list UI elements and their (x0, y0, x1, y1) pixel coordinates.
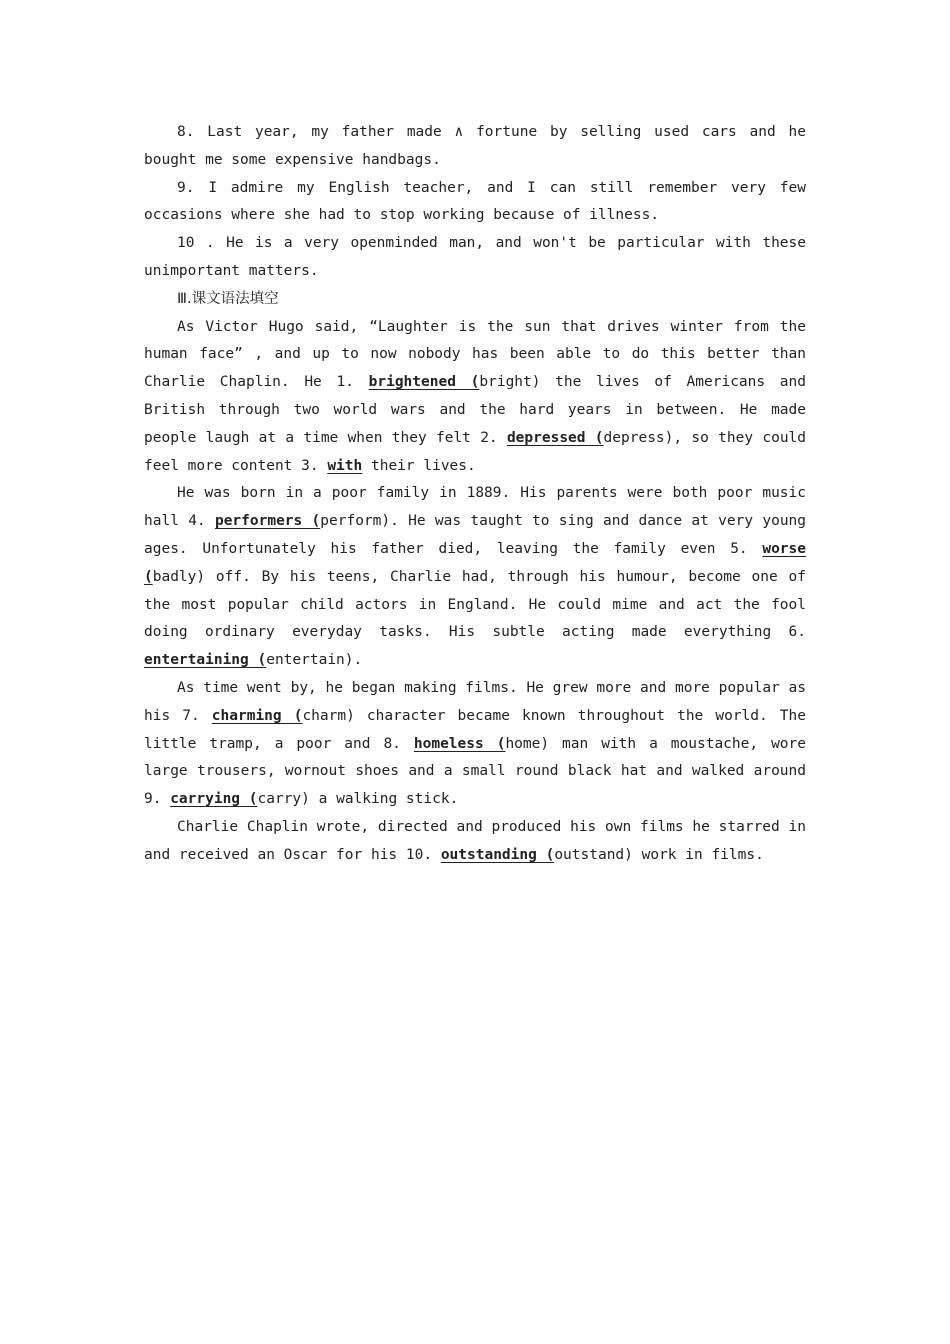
passage-text: carry) a walking stick. (257, 791, 459, 808)
passage-text: depress), so they could feel more content 3. (144, 429, 807, 474)
answer-4: performers ( (214, 513, 321, 530)
passage-paragraph-4 (144, 814, 806, 870)
passage-text: bright) the lives of Americans and British through two world wars and the hard years in between. He made people laugh at a time when they felt 2. (144, 374, 806, 446)
passage-paragraph-1 (144, 314, 806, 481)
passage-text: As Victor Hugo said, “Laughter is the sun that drives winter from the human face” , and up to now nobody has been able to do this better than Charlie Chaplin. He 1. (144, 318, 806, 391)
passage-text: their lives. (362, 457, 476, 474)
exercise-item-9: 9. I admire my English teacher, and I can still remember very few occasions where she had to stop working because of illness. (144, 179, 806, 224)
passage-text: charm) character became known throughout the world. The little tramp, a poor and 8. (144, 707, 806, 752)
answer-10: outstanding ( (440, 846, 555, 863)
answer-3: with (327, 457, 363, 474)
passage-paragraph-3 (144, 675, 806, 814)
passage-text: perform). He was taught to sing and dance at very young ages. Unfortunately his father died, leaving the family even 5. (144, 513, 807, 557)
answer-5: worse ( (144, 540, 806, 585)
exercise-item-10: 10 . He is a very openminded man, and won't be particular with these unimportant matters. (144, 235, 806, 279)
passage-text: As time went by, he began making films. He grew more and more popular as his 7. (144, 679, 806, 724)
passage-text: badly) off. By his teens, Charlie had, through his humour, become one of the most popular child actors in England. He could mime and act the fool doing ordinary everyday tasks. His subtle acting made everything 6. (144, 568, 806, 641)
exercise-item-8: 8. Last year, my father made ∧ fortune by selling used cars and he bought me some expensive handbags. (144, 124, 806, 168)
answer-9: carrying ( (170, 791, 258, 808)
passage-text: He was born in a poor family in 1889. His parents were both poor music hall 4. (144, 485, 806, 530)
section-heading: Ⅲ.课文语法填空 (177, 290, 279, 307)
answer-8: homeless ( (413, 735, 506, 752)
passage-text: entertain). (266, 652, 363, 669)
worksheet-page (144, 119, 806, 870)
answer-6: entertaining ( (144, 652, 267, 669)
passage-text: home) man with a moustache, wore large trousers, wornout shoes and a small round black hat and walked around 9. (144, 735, 806, 808)
answer-1: brightened ( (368, 374, 480, 391)
answer-7: charming ( (211, 707, 303, 724)
passage-text: outstand) work in films. (554, 846, 764, 863)
passage-paragraph-2 (144, 480, 806, 675)
answer-2: depressed ( (506, 429, 604, 446)
passage-text: Charlie Chaplin wrote, directed and produced his own films he starred in and received an Oscar for his 10. (144, 818, 806, 863)
